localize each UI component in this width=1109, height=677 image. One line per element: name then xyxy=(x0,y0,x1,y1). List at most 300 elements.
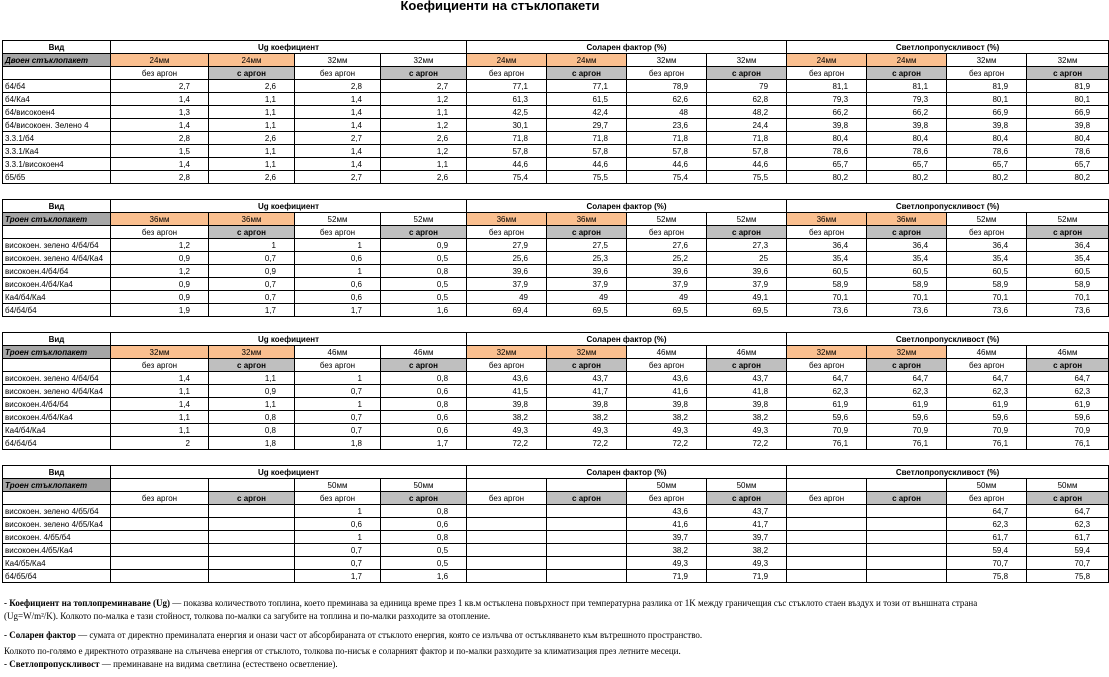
column-header-ug: Ug коефициент xyxy=(111,466,467,479)
size-header: 32мм xyxy=(381,54,467,67)
no-argon-label: без аргон xyxy=(295,492,381,505)
argon-label: с аргон xyxy=(707,359,787,372)
value-cell: 39,8 xyxy=(1027,119,1109,132)
value-cell: 58,9 xyxy=(867,278,947,291)
value-cell: 80,4 xyxy=(1027,132,1109,145)
table-row xyxy=(3,385,1109,398)
value-cell: 27,9 xyxy=(467,239,547,252)
glass-type: високоен. 4/б5/б4 xyxy=(3,531,111,544)
argon-label: с аргон xyxy=(209,492,295,505)
no-argon-label: без аргон xyxy=(787,492,867,505)
value-cell: 59,4 xyxy=(947,544,1027,557)
value-cell: 1 xyxy=(209,239,295,252)
glass-type: високоен.4/б4/б4 xyxy=(3,398,111,411)
value-cell: 1,1 xyxy=(209,158,295,171)
value-cell: 43,7 xyxy=(707,505,787,518)
value-cell: 37,9 xyxy=(467,278,547,291)
value-cell: 57,8 xyxy=(467,145,547,158)
value-cell: 75,8 xyxy=(947,570,1027,583)
value-cell: 73,6 xyxy=(947,304,1027,317)
value-cell: 27,5 xyxy=(547,239,627,252)
value-cell: 1,1 xyxy=(209,106,295,119)
value-cell: 36,4 xyxy=(787,239,867,252)
value-cell: 1,9 xyxy=(111,304,209,317)
value-cell xyxy=(547,557,627,570)
value-cell: 71,8 xyxy=(547,132,627,145)
header-row xyxy=(3,41,1109,54)
size-header: 46мм xyxy=(1027,346,1109,359)
value-cell: 0,7 xyxy=(295,557,381,570)
no-argon-label: без аргон xyxy=(467,67,547,80)
size-header: 36мм xyxy=(209,213,295,226)
coefficients-table xyxy=(2,465,1109,583)
size-header: 36мм xyxy=(547,213,627,226)
value-cell: 0,9 xyxy=(381,239,467,252)
value-cell: 58,9 xyxy=(787,278,867,291)
note-ug-term: - Коефициент на топлопреминаване (Ug) xyxy=(4,598,171,608)
value-cell: 0,7 xyxy=(209,291,295,304)
value-cell: 0,7 xyxy=(295,411,381,424)
size-header: 32мм xyxy=(209,346,295,359)
value-cell: 62,3 xyxy=(1027,518,1109,531)
size-header: 36мм xyxy=(787,213,867,226)
table-row xyxy=(3,557,1109,570)
value-cell: 75,5 xyxy=(707,171,787,184)
size-header: 46мм xyxy=(295,346,381,359)
argon-label: с аргон xyxy=(381,492,467,505)
value-cell: 1,1 xyxy=(381,106,467,119)
value-cell: 0,9 xyxy=(209,385,295,398)
value-cell: 78,6 xyxy=(867,145,947,158)
glass-type: високоен. зелено 4/б4/Ка4 xyxy=(3,385,111,398)
value-cell xyxy=(787,570,867,583)
value-cell: 25 xyxy=(707,252,787,265)
value-cell: 39,8 xyxy=(547,398,627,411)
value-cell: 62,3 xyxy=(947,518,1027,531)
value-cell: 43,6 xyxy=(467,372,547,385)
value-cell: 59,6 xyxy=(787,411,867,424)
size-header: 32мм xyxy=(947,54,1027,67)
value-cell: 0,8 xyxy=(381,531,467,544)
size-header: 36мм xyxy=(111,213,209,226)
value-cell: 64,7 xyxy=(787,372,867,385)
no-argon-label: без аргон xyxy=(947,67,1027,80)
size-header xyxy=(867,479,947,492)
section-label: Двоен стъклопакет xyxy=(3,54,111,67)
value-cell: 71,8 xyxy=(707,132,787,145)
value-cell: 70,1 xyxy=(1027,291,1109,304)
no-argon-label: без аргон xyxy=(467,226,547,239)
value-cell: 1,2 xyxy=(381,93,467,106)
value-cell: 60,5 xyxy=(1027,265,1109,278)
value-cell: 39,6 xyxy=(467,265,547,278)
size-header xyxy=(209,479,295,492)
value-cell xyxy=(467,557,547,570)
table-row xyxy=(3,158,1109,171)
column-header-ug: Ug коефициент xyxy=(111,200,467,213)
value-cell: 77,1 xyxy=(467,80,547,93)
value-cell: 1,1 xyxy=(209,119,295,132)
no-argon-label: без аргон xyxy=(111,226,209,239)
value-cell: 43,6 xyxy=(627,372,707,385)
value-cell: 60,5 xyxy=(867,265,947,278)
glass-type: б4/б4/б4 xyxy=(3,437,111,450)
value-cell: 1,4 xyxy=(111,119,209,132)
value-cell: 39,8 xyxy=(627,398,707,411)
value-cell: 27,3 xyxy=(707,239,787,252)
value-cell: 64,7 xyxy=(867,372,947,385)
coefficients-table xyxy=(2,40,1109,184)
value-cell: 61,7 xyxy=(947,531,1027,544)
value-cell: 65,7 xyxy=(787,158,867,171)
value-cell xyxy=(111,557,209,570)
value-cell xyxy=(467,518,547,531)
value-cell: 66,2 xyxy=(787,106,867,119)
value-cell: 48 xyxy=(627,106,707,119)
coefficients-table xyxy=(2,199,1109,317)
size-header: 32мм xyxy=(627,54,707,67)
section-label: Троен стъклопакет xyxy=(3,479,111,492)
value-cell: 62,8 xyxy=(707,93,787,106)
no-argon-label: без аргон xyxy=(467,359,547,372)
value-cell: 2,7 xyxy=(381,80,467,93)
value-cell: 27,6 xyxy=(627,239,707,252)
glass-type: 3.3.1/Ка4 xyxy=(3,145,111,158)
value-cell xyxy=(547,505,627,518)
note-solar-text: — сумата от директно преминалата енергия и онази част от абсорбираната от стъклото енергия, която се излъчва от остъкляването към вътрешното пространство. xyxy=(75,630,703,640)
value-cell: 0,6 xyxy=(381,385,467,398)
no-argon-label: без аргон xyxy=(787,67,867,80)
no-argon-label: без аргон xyxy=(295,67,381,80)
value-cell: 1,1 xyxy=(209,398,295,411)
header-row xyxy=(3,466,1109,479)
value-cell: 60,5 xyxy=(947,265,1027,278)
no-argon-label: без аргон xyxy=(947,492,1027,505)
value-cell: 39,8 xyxy=(867,119,947,132)
no-argon-label: без аргон xyxy=(627,492,707,505)
value-cell: 49,3 xyxy=(707,557,787,570)
value-cell: 70,9 xyxy=(867,424,947,437)
argon-label: с аргон xyxy=(707,226,787,239)
value-cell: 1,1 xyxy=(209,93,295,106)
value-cell: 78,6 xyxy=(787,145,867,158)
glass-type: високоен.4/б4/Ка4 xyxy=(3,411,111,424)
value-cell: 0,7 xyxy=(295,424,381,437)
value-cell: 49 xyxy=(627,291,707,304)
size-header: 52мм xyxy=(295,213,381,226)
value-cell: 1,5 xyxy=(111,145,209,158)
value-cell xyxy=(867,531,947,544)
value-cell: 1,4 xyxy=(295,106,381,119)
no-argon-label: без аргон xyxy=(627,67,707,80)
value-cell: 39,7 xyxy=(707,531,787,544)
no-argon-label: без аргон xyxy=(467,492,547,505)
value-cell: 81,1 xyxy=(867,80,947,93)
column-header-light: Светлопропускливост (%) xyxy=(787,41,1109,54)
section-label: Троен стъклопакет xyxy=(3,213,111,226)
argon-label: с аргон xyxy=(1027,492,1109,505)
value-cell: 66,9 xyxy=(1027,106,1109,119)
value-cell xyxy=(867,518,947,531)
glass-type: високоен. зелено 4/б4/б4 xyxy=(3,239,111,252)
value-cell: 65,7 xyxy=(1027,158,1109,171)
value-cell: 1,7 xyxy=(295,304,381,317)
size-header: 50мм xyxy=(295,479,381,492)
value-cell: 80,2 xyxy=(1027,171,1109,184)
value-cell xyxy=(111,544,209,557)
table-row xyxy=(3,291,1109,304)
no-argon-label: без аргон xyxy=(295,226,381,239)
table-row xyxy=(3,570,1109,583)
no-argon-label: без аргон xyxy=(627,359,707,372)
table-row xyxy=(3,145,1109,158)
value-cell: 72,2 xyxy=(467,437,547,450)
glass-type: б5/б5 xyxy=(3,171,111,184)
note-light-text: — преминаване на видима светлина (естествено осветление). xyxy=(99,659,338,669)
value-cell: 39,6 xyxy=(627,265,707,278)
table-row xyxy=(3,80,1109,93)
value-cell: 0,5 xyxy=(381,291,467,304)
no-argon-label: без аргон xyxy=(111,359,209,372)
value-cell xyxy=(209,570,295,583)
value-cell xyxy=(867,570,947,583)
value-cell: 1,6 xyxy=(381,570,467,583)
value-cell: 59,6 xyxy=(1027,411,1109,424)
size-header: 52мм xyxy=(947,213,1027,226)
value-cell: 0,7 xyxy=(209,278,295,291)
value-cell xyxy=(467,544,547,557)
value-cell: 0,8 xyxy=(209,424,295,437)
value-cell xyxy=(867,505,947,518)
page-title: Коефициенти на стъклопакети xyxy=(400,0,600,13)
size-header: 52мм xyxy=(1027,213,1109,226)
value-cell: 1 xyxy=(295,239,381,252)
value-cell: 42,5 xyxy=(467,106,547,119)
value-cell: 81,1 xyxy=(787,80,867,93)
value-cell: 42,4 xyxy=(547,106,627,119)
value-cell: 65,7 xyxy=(947,158,1027,171)
argon-row xyxy=(3,67,1109,80)
value-cell: 70,9 xyxy=(947,424,1027,437)
table-row xyxy=(3,119,1109,132)
note-light-term: - Светлопропускливост xyxy=(4,659,100,669)
value-cell: 44,6 xyxy=(547,158,627,171)
value-cell: 80,4 xyxy=(867,132,947,145)
value-cell: 0,8 xyxy=(381,398,467,411)
table-row xyxy=(3,518,1109,531)
glass-type: високоен. зелено 4/б4/б4 xyxy=(3,372,111,385)
value-cell: 38,2 xyxy=(547,411,627,424)
value-cell: 1,4 xyxy=(111,93,209,106)
value-cell: 43,6 xyxy=(627,505,707,518)
value-cell: 39,8 xyxy=(707,398,787,411)
value-cell: 70,1 xyxy=(947,291,1027,304)
value-cell: 36,4 xyxy=(947,239,1027,252)
size-header xyxy=(547,479,627,492)
table-row xyxy=(3,252,1109,265)
value-cell: 78,6 xyxy=(1027,145,1109,158)
glass-type: б4/б5/б4 xyxy=(3,570,111,583)
value-cell: 24,4 xyxy=(707,119,787,132)
empty-cell xyxy=(3,492,111,505)
argon-label: с аргон xyxy=(1027,359,1109,372)
value-cell: 58,9 xyxy=(947,278,1027,291)
value-cell: 64,7 xyxy=(1027,372,1109,385)
value-cell: 1,1 xyxy=(209,145,295,158)
value-cell: 73,6 xyxy=(787,304,867,317)
size-header: 32мм xyxy=(787,346,867,359)
size-header: 32мм xyxy=(467,346,547,359)
value-cell: 1,4 xyxy=(295,119,381,132)
value-cell: 70,7 xyxy=(947,557,1027,570)
argon-label: с аргон xyxy=(381,359,467,372)
value-cell: 2,6 xyxy=(209,171,295,184)
column-header-ug: Ug коефициент xyxy=(111,41,467,54)
value-cell: 43,7 xyxy=(707,372,787,385)
argon-label: с аргон xyxy=(381,226,467,239)
size-header: 46мм xyxy=(947,346,1027,359)
value-cell: 35,4 xyxy=(867,252,947,265)
size-header: 24мм xyxy=(209,54,295,67)
no-argon-label: без аргон xyxy=(627,226,707,239)
value-cell: 0,7 xyxy=(295,544,381,557)
glass-type: б4/б4/б4 xyxy=(3,304,111,317)
no-argon-label: без аргон xyxy=(947,226,1027,239)
size-header: 50мм xyxy=(627,479,707,492)
value-cell: 0,8 xyxy=(209,411,295,424)
value-cell xyxy=(111,570,209,583)
table-row xyxy=(3,171,1109,184)
value-cell: 0,5 xyxy=(381,252,467,265)
size-header: 32мм xyxy=(111,346,209,359)
value-cell: 69,5 xyxy=(627,304,707,317)
header-row xyxy=(3,333,1109,346)
note-ug-text: — показва количеството топлина, което преминава за единица време през 1 кв.м остъклена повърхност при температурна разлика от 1K между граничещия със стъклото стаен въздух и този от външната страна (Ug=W/m²/K). Колкото по-малка е тази стойност, толкова по-малки са загубите на топлина и по-малки разходите за отопление. xyxy=(4,598,978,621)
table-row xyxy=(3,278,1109,291)
value-cell: 69,5 xyxy=(707,304,787,317)
value-cell: 1,1 xyxy=(111,424,209,437)
value-cell: 0,9 xyxy=(111,252,209,265)
size-header: 36мм xyxy=(467,213,547,226)
value-cell: 70,1 xyxy=(787,291,867,304)
value-cell: 70,9 xyxy=(787,424,867,437)
argon-label: с аргон xyxy=(867,359,947,372)
value-cell: 0,7 xyxy=(295,385,381,398)
size-header: 24мм xyxy=(547,54,627,67)
section-label: Троен стъклопакет xyxy=(3,346,111,359)
value-cell: 0,6 xyxy=(381,411,467,424)
value-cell: 25,3 xyxy=(547,252,627,265)
size-header: 24мм xyxy=(867,54,947,67)
size-header: 50мм xyxy=(381,479,467,492)
value-cell: 75,5 xyxy=(547,171,627,184)
value-cell: 0,9 xyxy=(111,278,209,291)
value-cell: 25,6 xyxy=(467,252,547,265)
value-cell: 61,9 xyxy=(947,398,1027,411)
value-cell: 64,7 xyxy=(947,372,1027,385)
value-cell: 62,3 xyxy=(867,385,947,398)
value-cell: 73,6 xyxy=(1027,304,1109,317)
table-row xyxy=(3,437,1109,450)
size-header: 46мм xyxy=(707,346,787,359)
notes xyxy=(4,597,1004,671)
header-row xyxy=(3,200,1109,213)
value-cell: 38,2 xyxy=(627,411,707,424)
value-cell xyxy=(787,544,867,557)
value-cell: 37,9 xyxy=(627,278,707,291)
size-header: 32мм xyxy=(707,54,787,67)
table-row xyxy=(3,239,1109,252)
value-cell: 41,6 xyxy=(627,385,707,398)
value-cell: 37,9 xyxy=(547,278,627,291)
glass-type: високоен. зелено 4/б5/б4 xyxy=(3,505,111,518)
table-row xyxy=(3,93,1109,106)
value-cell: 76,1 xyxy=(867,437,947,450)
table-row xyxy=(3,531,1109,544)
argon-label: с аргон xyxy=(707,492,787,505)
value-cell: 61,9 xyxy=(787,398,867,411)
size-header: 46мм xyxy=(627,346,707,359)
value-cell xyxy=(867,544,947,557)
table-row xyxy=(3,304,1109,317)
column-header-light: Светлопропускливост (%) xyxy=(787,333,1109,346)
value-cell: 39,8 xyxy=(467,398,547,411)
size-header: 36мм xyxy=(867,213,947,226)
table-row xyxy=(3,398,1109,411)
column-header-type: Вид xyxy=(3,333,111,346)
value-cell: 2,8 xyxy=(111,171,209,184)
value-cell: 48,2 xyxy=(707,106,787,119)
table-row xyxy=(3,372,1109,385)
value-cell: 0,6 xyxy=(381,424,467,437)
value-cell: 1,2 xyxy=(111,239,209,252)
value-cell xyxy=(209,518,295,531)
coefficients-table xyxy=(2,332,1109,450)
value-cell: 62,3 xyxy=(947,385,1027,398)
value-cell: 25,2 xyxy=(627,252,707,265)
value-cell: 72,2 xyxy=(627,437,707,450)
no-argon-label: без аргон xyxy=(295,359,381,372)
column-header-light: Светлопропускливост (%) xyxy=(787,200,1109,213)
value-cell: 1,4 xyxy=(295,93,381,106)
value-cell: 49 xyxy=(547,291,627,304)
value-cell: 76,1 xyxy=(1027,437,1109,450)
value-cell: 0,8 xyxy=(381,265,467,278)
argon-label: с аргон xyxy=(1027,226,1109,239)
table-row xyxy=(3,265,1109,278)
value-cell: 59,6 xyxy=(867,411,947,424)
glass-type: б4/б4 xyxy=(3,80,111,93)
value-cell: 1,8 xyxy=(295,437,381,450)
column-header-type: Вид xyxy=(3,200,111,213)
value-cell: 78,9 xyxy=(627,80,707,93)
value-cell: 66,2 xyxy=(867,106,947,119)
value-cell: 29,7 xyxy=(547,119,627,132)
size-header: 32мм xyxy=(867,346,947,359)
value-cell: 41,5 xyxy=(467,385,547,398)
value-cell: 62,3 xyxy=(787,385,867,398)
value-cell: 38,2 xyxy=(707,411,787,424)
value-cell xyxy=(787,518,867,531)
value-cell: 0,5 xyxy=(381,278,467,291)
value-cell: 1,6 xyxy=(381,304,467,317)
value-cell: 39,8 xyxy=(787,119,867,132)
value-cell: 49 xyxy=(467,291,547,304)
note-solar xyxy=(4,629,1004,642)
argon-label: с аргон xyxy=(209,359,295,372)
value-cell: 39,6 xyxy=(547,265,627,278)
argon-label: с аргон xyxy=(547,492,627,505)
